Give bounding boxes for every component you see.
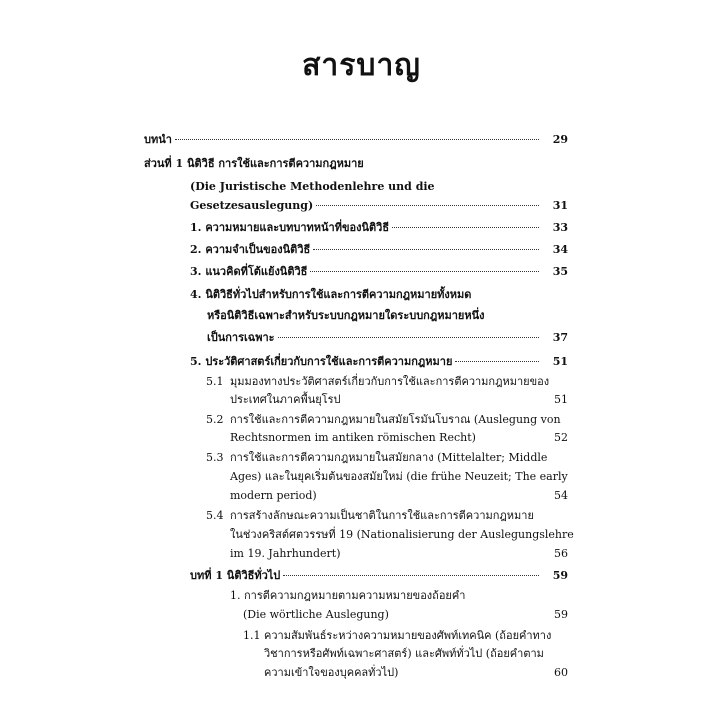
toc-entry-text: (Die wörtliche Auslegung)	[243, 608, 389, 621]
toc-entry-text: Rechtsnormen im antiken römischen Recht)	[230, 431, 476, 444]
toc-entry-page: 51	[554, 393, 568, 406]
toc-entry-text: 2. ความจำเป็นของนิติวิธี	[190, 243, 311, 256]
toc-chapter-entry	[190, 569, 542, 583]
toc-entry-page: 37	[552, 331, 568, 344]
toc-entry-text: วิชาการหรือศัพท์เฉพาะศาสตร์) และศัพท์ทั่วไป (ถ้อยคำตาม	[264, 647, 544, 660]
toc-entry-page: 34	[552, 243, 568, 256]
toc-entry-page: 59	[552, 569, 568, 582]
toc-subentry-number: 1.1	[243, 629, 261, 642]
toc-entry-page: 52	[554, 431, 568, 444]
toc-entry-page: 56	[554, 547, 568, 560]
toc-entry-text: ความสัมพันธ์ระหว่างความหมายของศัพท์เทคนิค (ถ้อยคำทาง	[264, 629, 552, 642]
toc-entry-text: ในช่วงคริสต์ศตวรรษที่ 19 (Nationalisierung der Auslegungslehre	[230, 528, 574, 541]
toc-entry-page: 60	[554, 666, 568, 679]
toc-entry-text: 3. แนวคิดที่โต้แย้งนิติวิธี	[190, 265, 308, 278]
toc-entry-page: 54	[554, 489, 568, 502]
toc-part-heading: ส่วนที่ 1 นิติวิธี การใช้และการตีความกฎหมาย	[144, 157, 364, 170]
toc-entry-text: บทที่ 1 นิติวิธีทั่วไป	[190, 569, 281, 582]
toc-entry-page: 31	[552, 199, 568, 212]
toc-entry-text: ประเทศในภาคพื้นยุโรป	[230, 393, 341, 406]
toc-subentry-number: 5.4	[206, 509, 224, 522]
toc-entry	[190, 221, 542, 235]
toc-entry-text: modern period)	[230, 489, 317, 502]
toc-entry-text: 5. ประวัติศาสตร์เกี่ยวกับการใช้และการตีความกฎหมาย	[190, 355, 453, 368]
toc-entry-page: 59	[554, 608, 568, 621]
toc-entry-text: เป็นการเฉพาะ	[207, 331, 275, 344]
toc-entry-intro	[144, 133, 542, 147]
toc-entry-text: 1. ความหมายและบทบาทหน้าที่ของนิติวิธี	[190, 221, 390, 234]
toc-entry-text: การใช้และการตีความกฎหมายในสมัยโรมันโบราณ (Auslegung von	[230, 413, 561, 426]
toc-entry-text: Gesetzesauslegung)	[190, 199, 314, 212]
toc-entry-text: ความเข้าใจของบุคคลทั่วไป)	[264, 666, 399, 679]
toc-entry	[207, 331, 542, 345]
toc-subentry-number: 5.2	[206, 413, 224, 426]
toc-entry-text: im 19. Jahrhundert)	[230, 547, 341, 560]
toc-entry-page: 29	[552, 133, 568, 146]
toc-entry-text: 4. นิติวิธีทั่วไปสำหรับการใช้และการตีความกฎหมายทั้งหมด	[190, 288, 472, 301]
toc-entry-text: 1. การตีความกฎหมายตามความหมายของถ้อยคำ	[230, 589, 466, 602]
toc-entry	[190, 265, 542, 279]
toc-entry-page: 51	[552, 355, 568, 368]
toc-subentry-number: 5.1	[206, 375, 224, 388]
page-title: สารบาญ	[302, 48, 421, 83]
toc-entry-page: 33	[552, 221, 568, 234]
toc-entry-page: 35	[552, 265, 568, 278]
toc-entry-text: หรือนิติวิธีเฉพาะสำหรับระบบกฎหมายใดระบบกฎหมายหนึ่ง	[207, 309, 485, 322]
toc-entry-text: มุมมองทางประวัติศาสตร์เกี่ยวกับการใช้และการตีความกฎหมายของ	[230, 375, 550, 388]
toc-subentry-number: 5.3	[206, 451, 224, 464]
toc-entry	[190, 199, 542, 213]
toc-entry-text: Ages) และในยุคเริ่มต้นของสมัยใหม่ (die frühe Neuzeit; The early	[230, 470, 568, 483]
toc-entry-text: บทนำ	[144, 133, 172, 146]
toc-entry-text: (Die Juristische Methodenlehre und die	[190, 180, 435, 193]
toc-entry	[190, 355, 542, 369]
toc-entry-text: การสร้างลักษณะความเป็นชาติในการใช้และการตีความกฎหมาย	[230, 509, 534, 522]
toc-entry	[190, 243, 542, 257]
toc-entry-text: การใช้และการตีความกฎหมายในสมัยกลาง (Mittelalter; Middle	[230, 451, 548, 464]
